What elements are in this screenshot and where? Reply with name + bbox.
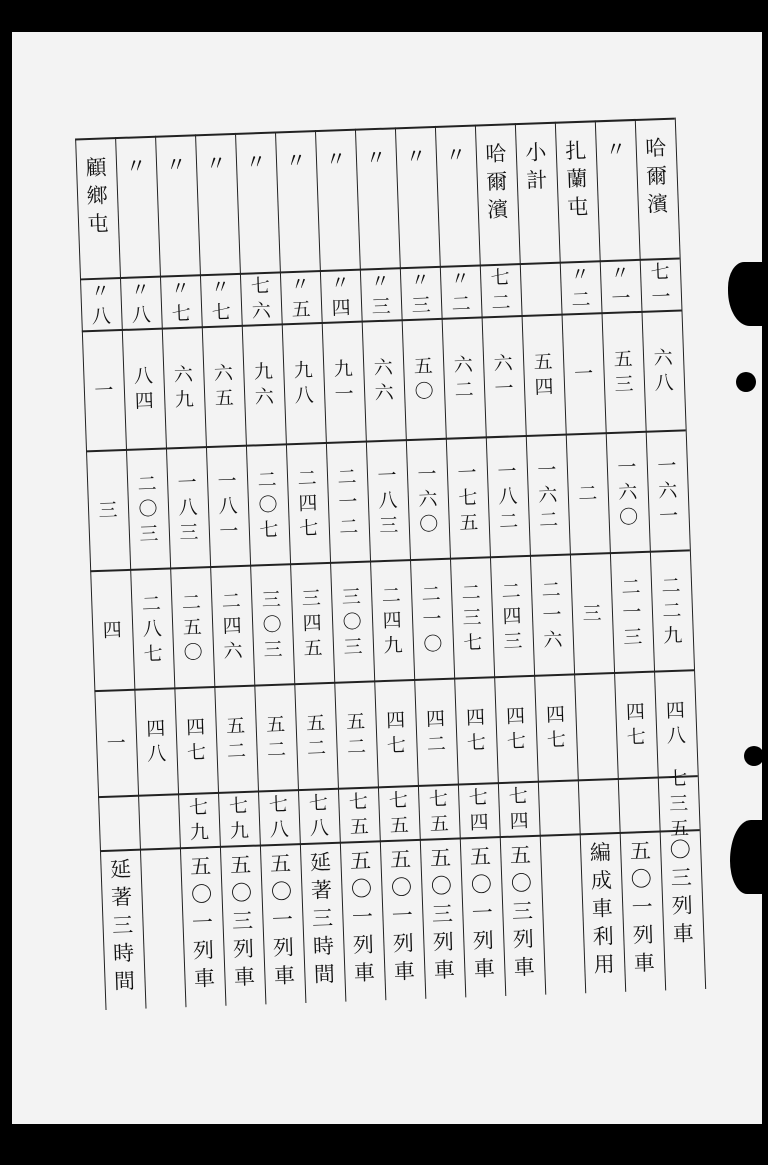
cell-c4 — [414, 684, 457, 781]
cell-c4 — [374, 685, 417, 782]
cell-text: 五〇一列車 — [349, 848, 376, 986]
cell-text: 五〇一列車 — [189, 854, 216, 991]
cell-dist — [640, 260, 681, 309]
cell-text: 四七 — [185, 716, 207, 764]
cell-text: 一六二 — [537, 458, 559, 532]
cell-text: 編成車利用 — [589, 840, 616, 977]
cell-name — [515, 138, 559, 259]
cell-text: 七四 — [508, 785, 530, 833]
cell-c5 — [378, 791, 420, 836]
cell-text: 一 — [94, 378, 114, 402]
cell-c5 — [658, 767, 700, 840]
cell-text: 一八一 — [217, 469, 239, 543]
cell-c1 — [442, 322, 486, 433]
cell-c4 — [334, 686, 377, 783]
cell-c5 — [258, 795, 300, 840]
cell-text: 一八三 — [377, 464, 399, 537]
cell-text: 二四三 — [501, 579, 523, 653]
cell-text: 七八 — [268, 793, 290, 842]
cell-text — [549, 840, 571, 841]
cell-c2 — [446, 442, 490, 553]
cell-text: 四七 — [385, 709, 407, 758]
cell-text: 六九 — [173, 363, 195, 412]
cell-text: 四七 — [625, 700, 647, 749]
cell-c5 — [178, 798, 220, 843]
cell-c2 — [206, 451, 250, 562]
cell-text: 一六〇 — [617, 455, 639, 529]
cell-text: 哈爾濱 — [644, 135, 669, 217]
cell-text: 四八 — [145, 717, 167, 766]
cell-text: 二八七 — [141, 592, 164, 665]
cell-c3 — [210, 571, 254, 682]
cell-text — [108, 823, 130, 824]
cell-name — [116, 152, 160, 273]
cell-c2 — [246, 449, 290, 560]
cell-text: 〃 — [125, 154, 148, 179]
cell-text: 七五 — [388, 789, 410, 837]
cell-text: 六一 — [493, 352, 514, 401]
cell-text: 五二 — [345, 710, 367, 759]
cell-c1 — [82, 335, 126, 446]
cell-text: 五二 — [265, 713, 287, 762]
cell-text: 七一 — [650, 260, 671, 309]
cell-text: 〃八 — [90, 280, 112, 329]
cell-text: 〃七 — [210, 276, 232, 324]
cell-c1 — [322, 327, 366, 438]
cell-c5 — [578, 784, 620, 829]
cell-text: 二五〇 — [181, 590, 203, 664]
cell-text: 七九 — [228, 794, 250, 843]
cell-name — [595, 135, 639, 256]
cell-dist — [480, 266, 521, 315]
cell-text: 〃一 — [610, 262, 631, 310]
cell-text: 五〇三列車 — [509, 843, 536, 980]
cell-dist — [240, 274, 281, 323]
cell-text: 二〇三 — [137, 472, 159, 546]
cell-text: 〃五 — [290, 273, 312, 322]
cell-text: 〃 — [245, 149, 267, 175]
cell-text: 三〇三 — [261, 588, 283, 661]
cell-c2 — [406, 444, 450, 555]
cell-text: 〃三 — [370, 270, 392, 319]
cell-dist — [120, 279, 161, 327]
cell-text: 五〇三列車 — [429, 845, 456, 983]
cell-text: 三 — [98, 498, 118, 522]
cell-text: 七八 — [308, 792, 330, 840]
cell-text: 四七 — [545, 703, 567, 752]
cell-note — [500, 841, 545, 992]
cell-text: 七三五 — [667, 767, 690, 840]
cell-dist — [80, 280, 121, 329]
cell-text: 〃七 — [170, 277, 192, 326]
cell-text: 〃 — [445, 142, 467, 168]
cell-text: 五〇一列車 — [389, 847, 416, 984]
cell-text: 延著三時間 — [109, 857, 136, 994]
cell-c4 — [574, 678, 617, 775]
cell-c2 — [566, 438, 610, 549]
cell-c3 — [170, 572, 214, 683]
cell-text — [148, 822, 170, 823]
cell-dist — [200, 276, 241, 324]
cell-c3 — [290, 568, 334, 679]
cell-text: 二四七 — [297, 466, 319, 540]
cell-c1 — [482, 321, 526, 432]
cell-c4 — [534, 679, 577, 776]
cell-text: 五〇一列車 — [269, 851, 296, 989]
cell-text: 九八 — [293, 359, 315, 408]
cell-note — [540, 839, 585, 990]
cell-text: 〃 — [165, 152, 188, 178]
cell-text: 二四六 — [221, 589, 243, 663]
cell-text: 七五 — [348, 790, 370, 839]
cell-text: 四八 — [665, 699, 687, 748]
cell-note — [180, 852, 225, 1003]
cell-c5 — [418, 787, 460, 836]
cell-text: 二四九 — [381, 583, 403, 657]
cell-text — [585, 726, 607, 727]
cell-text: 七二 — [490, 266, 511, 315]
cell-text: 一八三 — [177, 470, 199, 544]
cell-note — [260, 849, 305, 1000]
cell-text: 二一二 — [337, 465, 359, 539]
cell-note — [580, 838, 625, 989]
cell-text: 八四 — [133, 364, 155, 413]
cell-text: 二〇七 — [257, 468, 279, 541]
cell-c1 — [282, 328, 326, 439]
cell-text: 六六 — [373, 356, 395, 405]
cell-c2 — [86, 455, 130, 566]
cell-c1 — [202, 331, 246, 442]
cell-text: 一 — [106, 731, 127, 755]
cell-c3 — [490, 561, 534, 672]
cell-note — [340, 846, 385, 997]
cell-c5 — [98, 801, 140, 846]
cell-c4 — [175, 692, 218, 789]
cell-text: 二三七 — [461, 581, 483, 654]
cell-text: 一 — [573, 362, 594, 385]
cell-text: 三 — [582, 601, 602, 625]
cell-text: 〃 — [405, 144, 427, 169]
cell-text: 〃二 — [570, 263, 591, 312]
cell-note — [380, 845, 425, 996]
cell-text: 一七五 — [457, 461, 479, 534]
cell-c4 — [95, 695, 138, 792]
cell-dist — [360, 270, 401, 319]
cell-name — [635, 134, 679, 255]
cell-c5 — [498, 787, 540, 832]
cell-text: 七六 — [250, 274, 272, 323]
cell-text: 〃四 — [330, 272, 352, 320]
cell-c4 — [294, 688, 337, 785]
cell-text: 五〇一列車 — [469, 844, 496, 982]
cell-text: 小計 — [524, 140, 548, 193]
cell-text — [149, 854, 171, 855]
cell-c4 — [254, 689, 297, 786]
cell-text: 五〇三列車 — [229, 852, 256, 990]
cell-c5 — [538, 785, 580, 830]
cell-text — [548, 808, 570, 809]
cell-c4 — [135, 693, 178, 790]
cell-c5 — [338, 792, 380, 837]
cell-c2 — [646, 435, 690, 546]
cell-name — [435, 141, 479, 262]
cell-text: 哈爾濱 — [484, 141, 509, 223]
cell-c1 — [602, 317, 646, 428]
cell-c1 — [642, 315, 686, 426]
cell-name — [276, 146, 320, 267]
cell-name — [316, 145, 360, 266]
cell-text: 四 — [102, 618, 123, 642]
cell-text: 〃 — [325, 147, 347, 172]
cell-text — [628, 805, 650, 806]
cell-dist — [560, 263, 601, 312]
cell-note — [620, 837, 665, 988]
cell-name — [196, 149, 240, 270]
cell-c1 — [402, 324, 446, 435]
cell-c1 — [122, 334, 166, 445]
cell-text: 四七 — [505, 705, 527, 753]
cell-dist — [280, 273, 321, 322]
cell-c3 — [610, 557, 654, 668]
cell-c3 — [250, 569, 294, 680]
cell-c1 — [242, 329, 286, 440]
cell-text: 顧鄉屯 — [85, 155, 110, 237]
cell-text: 四七 — [465, 706, 487, 755]
cell-note — [420, 844, 465, 995]
cell-c3 — [450, 562, 494, 673]
cell-text: 七五 — [428, 787, 450, 836]
cell-c3 — [650, 555, 694, 666]
cell-c2 — [606, 437, 650, 548]
cell-text: 三〇三 — [341, 585, 363, 658]
cell-dist — [320, 272, 361, 320]
cell-c2 — [286, 448, 330, 559]
cell-note — [220, 851, 265, 1002]
cell-name — [236, 148, 280, 269]
cell-text: 五四 — [533, 350, 554, 399]
cell-text: 〃二 — [450, 267, 471, 316]
cell-name — [395, 142, 439, 263]
cell-c2 — [366, 445, 410, 556]
cell-text: 〃八 — [130, 279, 152, 327]
cell-note — [140, 853, 185, 1004]
cell-text: 五三 — [613, 348, 634, 396]
cell-c2 — [326, 447, 370, 558]
cell-c4 — [215, 691, 258, 788]
cell-text — [530, 289, 552, 290]
cell-text: 五二 — [305, 712, 327, 760]
cell-text: 三四五 — [301, 586, 323, 660]
cell-c2 — [126, 454, 170, 565]
cell-text — [588, 806, 610, 807]
cell-text: 〃三 — [410, 269, 432, 317]
cell-text: 〇三列車 — [669, 837, 695, 947]
cell-text: 〃 — [205, 151, 227, 176]
cell-c5 — [138, 799, 180, 844]
cell-c5 — [618, 783, 660, 828]
cell-text: 四二 — [425, 707, 447, 756]
cell-c2 — [526, 440, 570, 551]
cell-text: 七四 — [468, 786, 490, 835]
cell-c3 — [130, 573, 174, 684]
cell-text: 一六一 — [656, 454, 679, 527]
cell-name — [76, 153, 120, 274]
cell-text: 二一六 — [541, 578, 563, 651]
cell-text: 七九 — [188, 796, 210, 844]
cell-dist — [440, 267, 481, 316]
cell-c3 — [410, 564, 454, 675]
cell-text: 〃 — [365, 145, 387, 171]
cell-note — [300, 848, 345, 999]
cell-dist — [400, 269, 441, 317]
cell-c1 — [162, 332, 206, 443]
cell-text: 〃 — [285, 148, 307, 174]
cell-c3 — [90, 575, 134, 686]
cell-c3 — [570, 558, 614, 669]
cell-c1 — [362, 325, 406, 436]
cell-note — [460, 842, 505, 993]
cell-c5 — [218, 794, 260, 843]
cell-text: 〃 — [604, 137, 627, 163]
cell-name — [475, 139, 519, 260]
cell-c1 — [562, 318, 606, 429]
cell-text: 六五 — [213, 362, 235, 410]
cell-c5 — [458, 788, 500, 833]
cell-c3 — [370, 565, 414, 676]
cell-c3 — [330, 566, 374, 677]
cell-text: 九六 — [253, 360, 275, 409]
cell-c2 — [166, 452, 210, 563]
cell-name — [555, 136, 599, 257]
cell-c4 — [494, 681, 537, 778]
cell-c3 — [530, 560, 574, 671]
cell-text: 五〇一列車 — [629, 838, 656, 976]
cell-c1 — [522, 320, 566, 431]
cell-text: 一六〇 — [417, 462, 439, 536]
cell-note — [660, 835, 705, 986]
cell-text: 九一 — [333, 357, 355, 406]
cell-text: 五〇 — [413, 355, 435, 403]
cell-c4 — [614, 677, 657, 774]
cell-dist — [600, 262, 641, 310]
cell-text: 一八二 — [497, 459, 519, 533]
cell-text: 扎蘭屯 — [564, 138, 589, 220]
cell-text: 二一三 — [621, 575, 643, 649]
cell-text: 二 — [577, 482, 598, 505]
cell-text: 五二 — [225, 714, 247, 763]
cell-text: 二一〇 — [421, 582, 443, 656]
cell-text: 延著三時間 — [309, 850, 336, 987]
cell-c2 — [486, 441, 530, 552]
cell-text: 二二九 — [661, 574, 683, 647]
cell-c4 — [454, 682, 497, 779]
cell-text: 六八 — [653, 346, 674, 395]
cell-note — [100, 855, 145, 1006]
cell-text: 六二 — [453, 353, 474, 402]
cell-name — [156, 150, 200, 271]
cell-name — [355, 143, 399, 264]
cell-c5 — [298, 794, 340, 839]
cell-dist — [520, 268, 561, 311]
cell-dist — [160, 277, 201, 326]
cell-c4 — [654, 675, 697, 772]
